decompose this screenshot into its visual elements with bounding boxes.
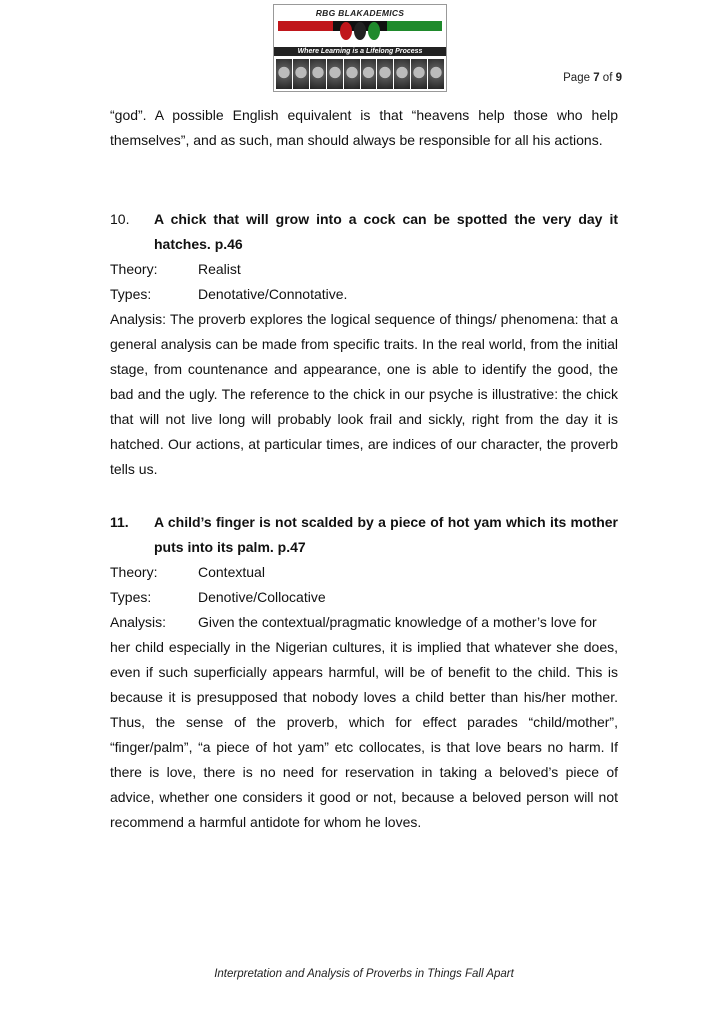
proverb-heading-10 [110,207,618,257]
types-value: Denotative/Connotative. [198,286,348,302]
theory-value: Realist [198,261,241,277]
header-logo [273,4,447,92]
theory-value: Contextual [198,564,265,580]
logo-tagline: Where Learning is a Lifelong Process [274,47,446,56]
proverb-text: A child’s finger is not scalded by a piece of hot yam which its mother puts into its palm. p.47 [154,514,618,555]
analysis-paragraph: Analysis: The proverb explores the logical sequence of things/ phenomena: that a general analysis can be made from specific traits. In the real world, from the initial stage, from countenance and appearance, one is able to identify the good, the bad and the ugly. The reference to the chick in our psyche is illustrative: the chick that will not live long will probably look frail and sickly, right from the day it is hatched. Our actions, at particular times, are indices of our character, the proverb tells us. [110,311,618,477]
page-footer: Interpretation and Analysis of Proverbs in Things Fall Apart [214,968,514,980]
intro-paragraph: “god”. A possible English equivalent is that “heavens help those who help themselves”, and as such, man should always be responsible for all his actions. [110,107,618,148]
types-label: Types: [110,286,152,302]
logo-title: RBG BLAKADEMICS [315,8,405,18]
types-value: Denotive/Collocative [198,589,326,605]
proverb-text: A chick that will grow into a cock can be spotted the very day it hatches. p.46 [154,211,618,252]
proverb-heading-11 [110,510,618,560]
page-number: Page 7 of 9 [563,72,622,84]
proverb-number: 10. [110,211,130,227]
types-label: Types: [110,589,152,605]
logo-emblem [340,19,380,43]
logo-portraits [276,59,444,89]
analysis-paragraph: her child especially in the Nigerian cultures, it is implied that whatever she does, even if such superficially appears harmful, will be of benefit to the child. This is because it is presupposed that nobody loves a child better than his/her mother. Thus, the sense of the proverb, which for effect parades “child/mother”, “finger/palm”, “a piece of hot yam” etc collocates, is that love bears no harm. If there is love, there is no need for reservation in taking a beloved’s piece of advice, whether one considers it good or not, because a beloved person will not recommend a harmful antidote for whom he loves. [110,639,618,830]
proverb-number: 11. [110,514,129,530]
theory-label: Theory: [110,564,158,580]
theory-label: Theory: [110,261,158,277]
analysis-first-line: Given the contextual/pragmatic knowledge of a mother’s love for [198,614,597,630]
analysis-label: Analysis: [110,614,167,630]
